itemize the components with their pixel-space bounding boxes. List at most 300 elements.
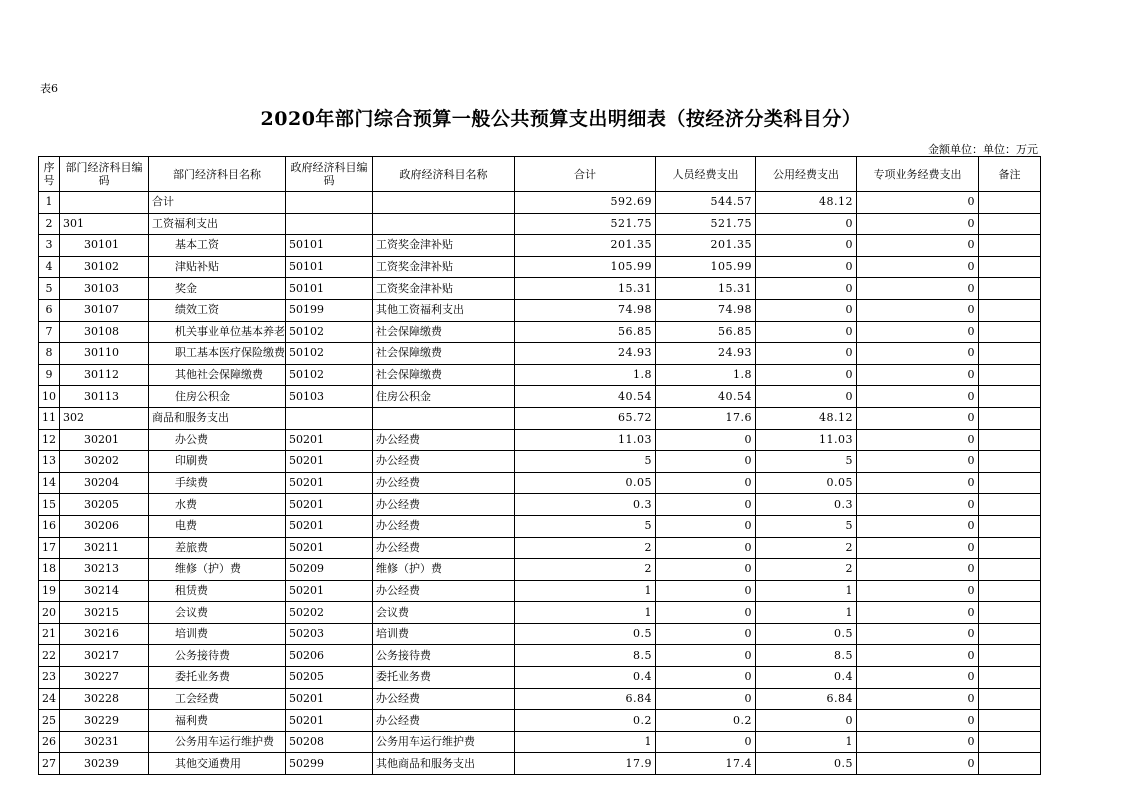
cell-note [979, 192, 1041, 214]
cell-special: 0 [857, 753, 979, 775]
table-row [39, 688, 1041, 710]
cell-personnel: 56.85 [656, 321, 756, 343]
cell-note [979, 559, 1041, 581]
cell-note [979, 623, 1041, 645]
cell-personnel: 0 [656, 645, 756, 667]
cell-gov-code: 50201 [286, 494, 373, 516]
cell-note [979, 321, 1041, 343]
cell-gov-name: 办公经费 [373, 472, 515, 494]
cell-gov-name [373, 407, 515, 429]
cell-seq: 5 [39, 278, 60, 300]
cell-public: 0.3 [756, 494, 857, 516]
cell-total: 1 [515, 731, 656, 753]
cell-gov-code: 50201 [286, 515, 373, 537]
table-row [39, 515, 1041, 537]
cell-dept-name: 公务接待费 [149, 645, 286, 667]
cell-seq: 13 [39, 451, 60, 473]
cell-gov-code: 50201 [286, 688, 373, 710]
cell-total: 2 [515, 537, 656, 559]
cell-note [979, 753, 1041, 775]
table-row [39, 192, 1041, 214]
cell-dept-code: 30102 [60, 256, 149, 278]
cell-gov-code: 50201 [286, 580, 373, 602]
cell-personnel: 0 [656, 559, 756, 581]
cell-seq: 18 [39, 559, 60, 581]
cell-gov-name: 工资奖金津补贴 [373, 278, 515, 300]
cell-dept-code: 30217 [60, 645, 149, 667]
cell-total: 1 [515, 602, 656, 624]
cell-seq: 12 [39, 429, 60, 451]
cell-special: 0 [857, 451, 979, 473]
cell-personnel: 1.8 [656, 364, 756, 386]
cell-dept-name: 其他交通费用 [149, 753, 286, 775]
table-row [39, 451, 1041, 473]
cell-gov-name: 社会保障缴费 [373, 321, 515, 343]
cell-dept-name: 工资福利支出 [149, 213, 286, 235]
cell-dept-name: 公务用车运行维护费 [149, 731, 286, 753]
table-row [39, 645, 1041, 667]
cell-special: 0 [857, 667, 979, 689]
cell-public: 0.4 [756, 667, 857, 689]
table-row [39, 343, 1041, 365]
cell-dept-name: 津贴补贴 [149, 256, 286, 278]
cell-gov-name: 维修（护）费 [373, 559, 515, 581]
cell-dept-name: 差旅费 [149, 537, 286, 559]
cell-total: 40.54 [515, 386, 656, 408]
cell-personnel: 0 [656, 667, 756, 689]
cell-gov-name: 工资奖金津补贴 [373, 235, 515, 257]
cell-personnel: 24.93 [656, 343, 756, 365]
cell-seq: 27 [39, 753, 60, 775]
cell-public: 1 [756, 731, 857, 753]
cell-seq: 14 [39, 472, 60, 494]
cell-personnel: 201.35 [656, 235, 756, 257]
cell-personnel: 0 [656, 472, 756, 494]
cell-dept-code: 30214 [60, 580, 149, 602]
cell-dept-name: 印刷费 [149, 451, 286, 473]
cell-public: 1 [756, 602, 857, 624]
cell-dept-name: 水费 [149, 494, 286, 516]
cell-seq: 7 [39, 321, 60, 343]
cell-dept-name: 商品和服务支出 [149, 407, 286, 429]
cell-gov-code: 50206 [286, 645, 373, 667]
cell-special: 0 [857, 688, 979, 710]
cell-seq: 8 [39, 343, 60, 365]
cell-dept-code: 30113 [60, 386, 149, 408]
cell-public: 0 [756, 278, 857, 300]
cell-dept-code: 30201 [60, 429, 149, 451]
cell-dept-name: 工会经费 [149, 688, 286, 710]
cell-dept-name: 绩效工资 [149, 299, 286, 321]
cell-public: 2 [756, 537, 857, 559]
cell-seq: 19 [39, 580, 60, 602]
cell-gov-name: 办公经费 [373, 710, 515, 732]
cell-gov-code: 50201 [286, 710, 373, 732]
cell-note [979, 364, 1041, 386]
table-row [39, 429, 1041, 451]
table-row [39, 256, 1041, 278]
cell-total: 0.2 [515, 710, 656, 732]
cell-dept-code: 30231 [60, 731, 149, 753]
cell-gov-name: 公务用车运行维护费 [373, 731, 515, 753]
cell-seq: 10 [39, 386, 60, 408]
cell-note [979, 731, 1041, 753]
cell-note [979, 256, 1041, 278]
cell-gov-code: 50201 [286, 472, 373, 494]
table-row [39, 753, 1041, 775]
cell-total: 1 [515, 580, 656, 602]
cell-gov-name [373, 213, 515, 235]
cell-special: 0 [857, 429, 979, 451]
cell-special: 0 [857, 299, 979, 321]
cell-seq: 4 [39, 256, 60, 278]
cell-gov-code: 50201 [286, 429, 373, 451]
cell-note [979, 537, 1041, 559]
col-header-seq: 序号 [39, 157, 60, 192]
cell-special: 0 [857, 580, 979, 602]
cell-dept-code: 30108 [60, 321, 149, 343]
cell-special: 0 [857, 407, 979, 429]
cell-special: 0 [857, 386, 979, 408]
cell-gov-code: 50103 [286, 386, 373, 408]
cell-note [979, 213, 1041, 235]
cell-gov-name: 办公经费 [373, 688, 515, 710]
cell-gov-name: 会议费 [373, 602, 515, 624]
cell-dept-name: 机关事业单位基本养老 [149, 321, 286, 343]
cell-personnel: 0 [656, 515, 756, 537]
cell-personnel: 17.6 [656, 407, 756, 429]
cell-seq: 11 [39, 407, 60, 429]
table-row [39, 667, 1041, 689]
header-row [39, 157, 1041, 192]
cell-seq: 24 [39, 688, 60, 710]
cell-dept-name: 维修（护）费 [149, 559, 286, 581]
table-row [39, 364, 1041, 386]
cell-special: 0 [857, 731, 979, 753]
cell-dept-name: 其他社会保障缴费 [149, 364, 286, 386]
cell-special: 0 [857, 343, 979, 365]
cell-gov-code [286, 192, 373, 214]
cell-public: 0 [756, 710, 857, 732]
cell-special: 0 [857, 494, 979, 516]
cell-seq: 17 [39, 537, 60, 559]
table-row [39, 623, 1041, 645]
table-row [39, 537, 1041, 559]
cell-public: 0.05 [756, 472, 857, 494]
cell-dept-code: 30107 [60, 299, 149, 321]
cell-note [979, 602, 1041, 624]
cell-total: 11.03 [515, 429, 656, 451]
cell-gov-name: 办公经费 [373, 580, 515, 602]
cell-dept-code: 30202 [60, 451, 149, 473]
cell-gov-name: 委托业务费 [373, 667, 515, 689]
cell-total: 24.93 [515, 343, 656, 365]
cell-dept-name: 电费 [149, 515, 286, 537]
cell-dept-code: 30101 [60, 235, 149, 257]
cell-dept-code: 30110 [60, 343, 149, 365]
cell-note [979, 451, 1041, 473]
cell-gov-name: 培训费 [373, 623, 515, 645]
col-header-dept-code: 部门经济科目编码 [60, 157, 149, 192]
cell-gov-code: 50299 [286, 753, 373, 775]
cell-dept-name: 办公费 [149, 429, 286, 451]
table-row [39, 494, 1041, 516]
col-header-note: 备注 [979, 157, 1041, 192]
cell-seq: 25 [39, 710, 60, 732]
cell-total: 521.75 [515, 213, 656, 235]
cell-personnel: 0 [656, 731, 756, 753]
cell-dept-name: 住房公积金 [149, 386, 286, 408]
cell-personnel: 40.54 [656, 386, 756, 408]
cell-dept-code: 30103 [60, 278, 149, 300]
cell-personnel: 105.99 [656, 256, 756, 278]
cell-note [979, 494, 1041, 516]
cell-seq: 21 [39, 623, 60, 645]
cell-dept-name: 租赁费 [149, 580, 286, 602]
cell-gov-code [286, 407, 373, 429]
cell-special: 0 [857, 364, 979, 386]
cell-note [979, 667, 1041, 689]
cell-gov-code: 50102 [286, 321, 373, 343]
table-row [39, 559, 1041, 581]
cell-gov-name: 工资奖金津补贴 [373, 256, 515, 278]
cell-total: 592.69 [515, 192, 656, 214]
cell-personnel: 74.98 [656, 299, 756, 321]
cell-seq: 15 [39, 494, 60, 516]
table-row [39, 213, 1041, 235]
cell-public: 5 [756, 451, 857, 473]
col-header-gov-name: 政府经济科目名称 [373, 157, 515, 192]
table-body [39, 192, 1041, 775]
cell-special: 0 [857, 278, 979, 300]
cell-dept-code [60, 192, 149, 214]
cell-personnel: 544.57 [656, 192, 756, 214]
cell-note [979, 407, 1041, 429]
cell-total: 201.35 [515, 235, 656, 257]
cell-total: 74.98 [515, 299, 656, 321]
table-row [39, 602, 1041, 624]
cell-gov-code: 50209 [286, 559, 373, 581]
cell-gov-code: 50201 [286, 451, 373, 473]
cell-seq: 6 [39, 299, 60, 321]
cell-personnel: 0 [656, 537, 756, 559]
cell-gov-code: 50202 [286, 602, 373, 624]
cell-total: 0.05 [515, 472, 656, 494]
cell-gov-code: 50205 [286, 667, 373, 689]
cell-seq: 1 [39, 192, 60, 214]
cell-gov-code: 50101 [286, 278, 373, 300]
cell-personnel: 15.31 [656, 278, 756, 300]
cell-gov-name: 办公经费 [373, 494, 515, 516]
cell-gov-code [286, 213, 373, 235]
col-header-total: 合计 [515, 157, 656, 192]
cell-total: 5 [515, 451, 656, 473]
cell-public: 1 [756, 580, 857, 602]
cell-gov-name: 其他工资福利支出 [373, 299, 515, 321]
cell-seq: 22 [39, 645, 60, 667]
cell-gov-code: 50203 [286, 623, 373, 645]
cell-seq: 16 [39, 515, 60, 537]
cell-gov-name: 办公经费 [373, 515, 515, 537]
cell-special: 0 [857, 645, 979, 667]
cell-total: 8.5 [515, 645, 656, 667]
cell-gov-code: 50102 [286, 343, 373, 365]
cell-dept-name: 职工基本医疗保险缴费 [149, 343, 286, 365]
table-row [39, 580, 1041, 602]
cell-note [979, 278, 1041, 300]
cell-dept-code: 30229 [60, 710, 149, 732]
cell-gov-name: 社会保障缴费 [373, 364, 515, 386]
cell-total: 6.84 [515, 688, 656, 710]
cell-public: 0 [756, 343, 857, 365]
cell-note [979, 515, 1041, 537]
cell-public: 8.5 [756, 645, 857, 667]
table-row [39, 710, 1041, 732]
cell-dept-name: 奖金 [149, 278, 286, 300]
cell-total: 56.85 [515, 321, 656, 343]
cell-personnel: 0 [656, 494, 756, 516]
table-label: 表6 [40, 82, 58, 95]
cell-dept-code: 30112 [60, 364, 149, 386]
cell-personnel: 0 [656, 580, 756, 602]
col-header-gov-code: 政府经济科目编码 [286, 157, 373, 192]
cell-dept-code: 30228 [60, 688, 149, 710]
cell-public: 2 [756, 559, 857, 581]
cell-special: 0 [857, 321, 979, 343]
cell-special: 0 [857, 472, 979, 494]
cell-public: 0.5 [756, 753, 857, 775]
cell-gov-name: 公务接待费 [373, 645, 515, 667]
cell-special: 0 [857, 213, 979, 235]
cell-public: 0 [756, 386, 857, 408]
col-header-dept-name: 部门经济科目名称 [149, 157, 286, 192]
budget-table [38, 156, 1041, 775]
cell-gov-code: 50101 [286, 235, 373, 257]
cell-gov-name [373, 192, 515, 214]
cell-gov-name: 办公经费 [373, 451, 515, 473]
table-row [39, 235, 1041, 257]
cell-seq: 3 [39, 235, 60, 257]
cell-special: 0 [857, 559, 979, 581]
cell-personnel: 0 [656, 429, 756, 451]
cell-public: 0 [756, 321, 857, 343]
cell-public: 0 [756, 235, 857, 257]
col-header-public: 公用经费支出 [756, 157, 857, 192]
cell-public: 0 [756, 299, 857, 321]
cell-note [979, 343, 1041, 365]
table-row [39, 321, 1041, 343]
table-row [39, 731, 1041, 753]
table-row [39, 386, 1041, 408]
cell-personnel: 521.75 [656, 213, 756, 235]
cell-dept-name: 合计 [149, 192, 286, 214]
cell-seq: 20 [39, 602, 60, 624]
cell-total: 0.4 [515, 667, 656, 689]
cell-total: 15.31 [515, 278, 656, 300]
cell-public: 0 [756, 256, 857, 278]
cell-gov-name: 社会保障缴费 [373, 343, 515, 365]
cell-note [979, 580, 1041, 602]
cell-total: 5 [515, 515, 656, 537]
cell-public: 48.12 [756, 407, 857, 429]
cell-dept-name: 基本工资 [149, 235, 286, 257]
cell-special: 0 [857, 537, 979, 559]
cell-total: 0.5 [515, 623, 656, 645]
cell-public: 48.12 [756, 192, 857, 214]
cell-note [979, 235, 1041, 257]
cell-gov-code: 50201 [286, 537, 373, 559]
cell-gov-code: 50102 [286, 364, 373, 386]
cell-personnel: 0 [656, 623, 756, 645]
cell-public: 0 [756, 213, 857, 235]
cell-gov-name: 办公经费 [373, 537, 515, 559]
cell-dept-name: 福利费 [149, 710, 286, 732]
cell-public: 11.03 [756, 429, 857, 451]
cell-note [979, 688, 1041, 710]
cell-gov-name: 办公经费 [373, 429, 515, 451]
cell-note [979, 645, 1041, 667]
col-header-special: 专项业务经费支出 [857, 157, 979, 192]
cell-note [979, 472, 1041, 494]
cell-total: 0.3 [515, 494, 656, 516]
cell-special: 0 [857, 235, 979, 257]
page-title: 2020年部门综合预算一般公共预算支出明细表（按经济分类科目分） [260, 108, 862, 130]
cell-seq: 9 [39, 364, 60, 386]
cell-dept-code: 30227 [60, 667, 149, 689]
col-header-personnel: 人员经费支出 [656, 157, 756, 192]
cell-dept-code: 30204 [60, 472, 149, 494]
cell-dept-code: 30205 [60, 494, 149, 516]
cell-total: 105.99 [515, 256, 656, 278]
cell-note [979, 429, 1041, 451]
cell-total: 2 [515, 559, 656, 581]
cell-total: 65.72 [515, 407, 656, 429]
cell-personnel: 17.4 [656, 753, 756, 775]
cell-special: 0 [857, 623, 979, 645]
table-row [39, 407, 1041, 429]
cell-total: 1.8 [515, 364, 656, 386]
cell-dept-name: 手续费 [149, 472, 286, 494]
cell-gov-name: 住房公积金 [373, 386, 515, 408]
cell-dept-code: 30239 [60, 753, 149, 775]
cell-dept-code: 30211 [60, 537, 149, 559]
cell-personnel: 0 [656, 688, 756, 710]
cell-dept-code: 301 [60, 213, 149, 235]
cell-personnel: 0.2 [656, 710, 756, 732]
cell-gov-code: 50208 [286, 731, 373, 753]
cell-gov-code: 50199 [286, 299, 373, 321]
cell-note [979, 299, 1041, 321]
cell-public: 0.5 [756, 623, 857, 645]
cell-dept-name: 委托业务费 [149, 667, 286, 689]
cell-gov-name: 其他商品和服务支出 [373, 753, 515, 775]
cell-seq: 23 [39, 667, 60, 689]
cell-seq: 26 [39, 731, 60, 753]
cell-total: 17.9 [515, 753, 656, 775]
cell-personnel: 0 [656, 602, 756, 624]
cell-public: 6.84 [756, 688, 857, 710]
cell-gov-code: 50101 [286, 256, 373, 278]
cell-dept-code: 30215 [60, 602, 149, 624]
table-row [39, 472, 1041, 494]
cell-dept-name: 会议费 [149, 602, 286, 624]
cell-dept-code: 30206 [60, 515, 149, 537]
cell-special: 0 [857, 710, 979, 732]
table-row [39, 299, 1041, 321]
cell-note [979, 386, 1041, 408]
table-row [39, 278, 1041, 300]
cell-dept-code: 30213 [60, 559, 149, 581]
